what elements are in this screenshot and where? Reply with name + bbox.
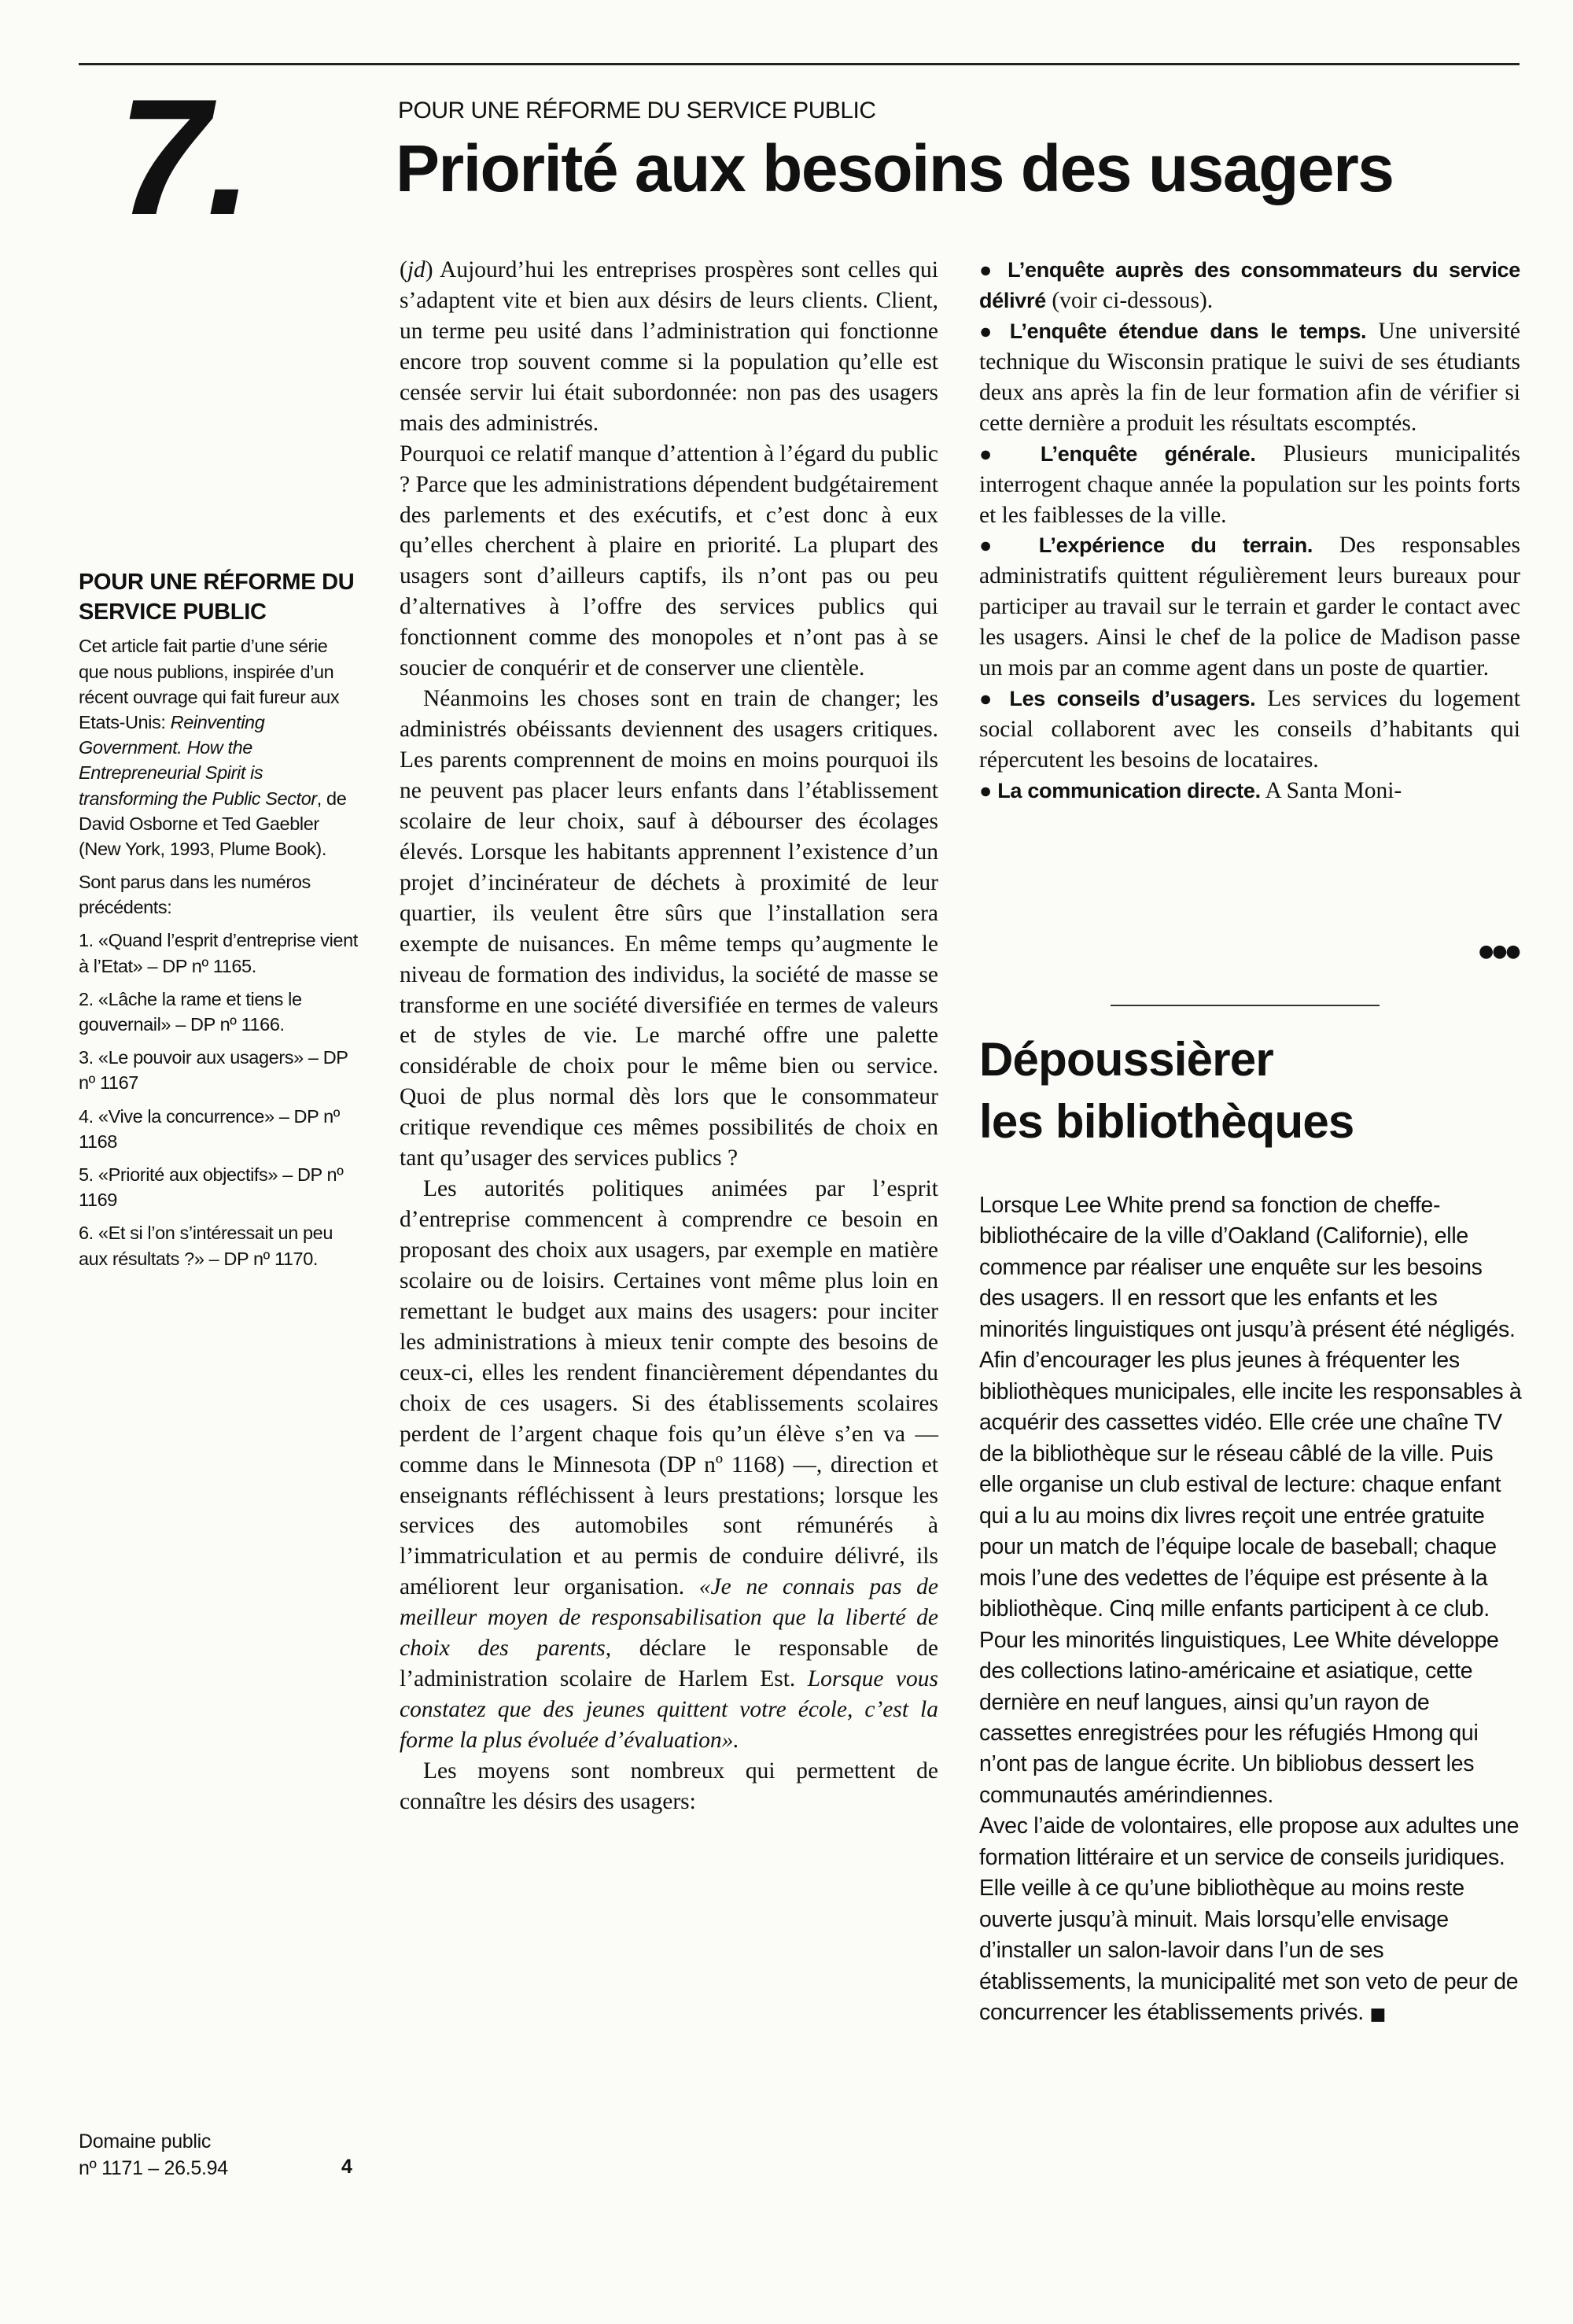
article-quote: «Je ne connais pas de meilleur moyen de responsabilisation que la liberté de choix des parents, [400,1574,938,1662]
method-bullet-head: ● La communication directe. [979,778,1261,802]
method-bullet [979,530,1520,684]
previous-issue-item: 3. «Le pouvoir aux usagers» – DP nº 1167 [79,1047,348,1094]
sidebar-intro-text-2: , de David Osborne et Ted Gaebler (New York, 1993, Plume Book). [79,788,347,859]
previous-issue-item: 6. «Et si l’on s’intéressait un peu aux résultats ?» – DP nº 1170. [79,1223,333,1269]
kicker: POUR UNE RÉFORME DU SERVICE PUBLIC [398,98,876,124]
headline: Priorité aux besoins des usagers [396,131,1394,205]
section-divider [1111,1005,1380,1006]
publication-footer [79,2129,378,2182]
article-paragraph-text: Les autorités politiques animées par l’esprit d’entreprise commencent à comprendre ce besoin en proposant des choix aux usagers, par exemple en matière scolaire ou de loisirs. Certaines vont même plus loin en remettant le budget aux mains des usagers: pour inciter les administrations à mieux tenir compte des besoins de ceux-ci, elles les rendent financièrement dépendantes du choix de ces usagers. Si des établissements scolaires perdent de l’argent chaque fois qu’un élève s’en va — comme dans le Minnesota (DP nº 1168) —, direction et enseignants réfléchissent à leurs prestations; lorsque les services des automobiles sont rémunérés à l’immatriculation et au permis de conduire délivré, ils améliorent leur organisation. [400,1176,938,1600]
boxed-article-title-line: Dépoussièrer [979,1033,1273,1086]
top-rule [79,63,1520,65]
article-quote: Lorsque vous constatez que des jeunes quittent votre école, c’est la forme la plus évoluée d’évaluation». [400,1666,938,1753]
boxed-article-paragraph: Lorsque Lee White prend sa fonction de cheffe-bibliothécaire de la ville d’Oakland (Californie), elle commence par réaliser une enquête sur les besoins des usagers. Il en ressort que les enfants et les minorités linguistiques ont jusqu’à présent été négligés. Afin d’encourager les plus jeunes à fréquenter les bibliothèques municipales, elle incite les responsables à acquérir des cassettes vidéo. Elle crée une chaîne TV de la bibliothèque sur le réseau câblé de la ville. Puis elle organise un club estival de lecture: chaque enfant qui a lu au moins dix livres reçoit une entrée gratuite pour un match de l’équipe locale de baseball; chaque mois l’une des vedettes de l’équipe est présente à la bibliothèque. Cinq mille enfants participent à ce club. [979,1193,1522,1622]
page-number: 4 [341,2156,352,2178]
method-bullet [979,776,1520,806]
author-tag: jd [407,257,425,282]
series-sidebar [79,568,362,1279]
boxed-article-title [979,1028,1522,1153]
method-bullet-text: (voir ci-dessous). [1045,287,1214,313]
sidebar-book-title: Reinventing Government. How the Entrepreneurial Spirit is transforming the Public Sector [79,711,317,809]
method-bullet-text: Des responsables administratifs quittent régulièrement leurs bureaux pour participer au travail sur le terrain et garder le contact avec les usagers. Ainsi le chef de la police de Madison passe un mois par an comme agent dans un poste de quartier. [979,533,1521,681]
method-bullet-text: Une université technique du Wisconsin pratique le suivi de ses étudiants deux ans après la fin de leur formation afin de vérifier si cette dernière a produit les résultats escomptés. [979,318,1520,436]
method-bullet-head: ● Les conseils d’usagers. [979,687,1256,711]
end-mark: ■ [1369,2005,1386,2025]
previous-issue-item: 1. «Quand l’esprit d’entreprise vient à l’Etat» – DP nº 1165. [79,930,358,976]
method-bullet-text: A Santa Moni- [1260,777,1402,803]
method-bullet-head-text: La communication directe. [997,778,1261,802]
article-paragraph-text: déclare le responsable de l’administration scolaire de Harlem Est. [400,1636,938,1692]
method-bullet-head: ● L’expérience du terrain. [979,533,1313,558]
method-bullet-head-text: Les conseils d’usagers. [1009,687,1256,711]
previous-issue-item: 5. «Priorité aux objectifs» – DP nº 1169 [79,1164,344,1211]
method-bullet-head-text: L’expérience du terrain. [1038,533,1313,558]
method-bullet-head: ● L’enquête générale. [979,441,1256,466]
article-paragraph [400,1174,938,1756]
boxed-article-paragraph: Pour les minorités linguistiques, Lee White développe des collections latino-américaine et asiatique, cette dernière en neuf langues, ainsi qu’un rayon de cassettes enregistrées pour les réfugiés Hmong qui n’ont pas de langue écrite. Un bibliobus dessert les communautés amérindiennes. [979,1627,1499,1808]
publication-name: Domaine public [79,2130,212,2152]
previous-issue-item: 2. «Lâche la rame et tiens le gouvernail» – DP nº 1166. [79,988,302,1035]
article-column-1 [400,255,938,1817]
article-column-2 [979,255,1520,806]
method-bullet-head: ● L’enquête étendue dans le temps. [979,319,1367,343]
boxed-article-paragraph [979,1811,1522,2028]
article-paragraph-text: Aujourd’hui les entreprises prospères sont celles qui s’adaptent vite et bien aux désirs de leurs clients. Client, un terme peu usité dans l’administration qui fonctionne encore trop souvent comme si la population qu’elle est censée servir lui était subordonnée: non pas des usagers mais des administrés. [400,257,938,436]
publication-issue: nº 1171 – 26.5.94 [79,2156,228,2179]
boxed-article-paragraph-text: Avec l’aide de volontaires, elle propose aux adultes une formation littéraire et un service de conseils juridiques. Elle veille à ce qu’une bibliothèque au moins reste ouverte jusqu’à minuit. Mais lorsqu’elle envisage d’installer un salon-lavoir dans l’un de ses établissements, la municipalité met son veto de peur de concurrencer les établissements privés. [979,1813,1520,2026]
previous-issue-item: 4. «Vive la concurrence» – DP nº 1168 [79,1105,340,1152]
method-bullet [979,684,1520,776]
method-bullet [979,255,1520,316]
article-paragraph: Néanmoins les choses sont en train de changer; les administrés obéissants deviennent des usagers critiques. Les parents comprennent de moins en moins pourquoi ils ne peuvent pas placer leurs enfants dans l’établissement scolaire de leur choix, sauf à débourser des écolages élevés. Lorsque les habitants apprennent l’existence d’un projet d’incinérateur de déchets à proximité de leur quartier, ils veulent être sûrs que l’installation sera exempte de nuisances. En même temps qu’augmente le niveau de formation des individus, la société de masse se transforme en une société diversifiée en termes de valeurs et de styles de vie. Le marché offre une palette considérable de choix pour le même bien ou service. Quoi de plus normal dès lors que le consommateur critique revendique ces mêmes possibilités de choix en tant qu’usager des services publics ? [400,686,938,1171]
method-bullet [979,439,1520,531]
article-paragraph: Pourquoi ce relatif manque d’attention à l’égard du public ? Parce que les administrations dépendent budgétairement des parlements et des exécutifs, et c’est donc à eux qu’elles cherchent à plaire en priorité. La plupart des usagers sont d’ailleurs captifs, ils n’ont pas ou peu d’alternatives à l’offre des services publics qui fonctionnent comme des monopoles et n’ont pas à se soucier de conquérir et de conserver une clientèle. [400,441,938,681]
method-bullet-head-text: L’enquête étendue dans le temps. [1009,319,1367,343]
article-number: 7. [118,65,250,249]
sidebar-intro [79,633,362,861]
sidebar-title: POUR UNE RÉFORME DU SERVICE PUBLIC [79,570,355,625]
continuation-dots: ●●● [1479,942,1520,961]
method-bullet-head-text: L’enquête auprès des consommateurs du service délivré [979,258,1520,312]
method-bullet [979,316,1520,439]
boxed-article-body [979,1190,1522,2029]
article-paragraph: (jd) Aujourd’hui les entreprises prospères sont celles qui s’adaptent vite et bien aux désirs de leurs clients. Client, un terme peu usité dans l’administration qui fonctionne encore trop souvent comme si la population qu’elle est censée servir lui était subordonnée: non pas des usagers mais des administrés. [400,257,938,436]
previous-issues-list [79,928,362,1271]
method-bullet-head-text: L’enquête générale. [1040,441,1256,466]
sidebar-list-heading: Sont parus dans les numéros précédents: [79,872,311,918]
method-bullet-head: ● L’enquête auprès des consommateurs du service délivré [979,258,1520,312]
method-bullet-text: Les services du logement social collaborent avec les conseils d’habitants qui répercutent les besoins de locataires. [979,686,1520,773]
boxed-article-title-line: les bibliothèques [979,1095,1354,1149]
article-paragraph: Les moyens sont nombreux qui permettent de connaître les désirs des usagers: [400,1758,938,1814]
sidebar-intro-text: Cet article fait partie d’une série que nous publions, inspirée d’un récent ouvrage qui fait fureur aux Etats-Unis: [79,636,340,732]
method-bullet-text: Plusieurs municipalités interrogent chaque année la population sur les points forts et les faiblesses de la ville. [979,441,1520,528]
